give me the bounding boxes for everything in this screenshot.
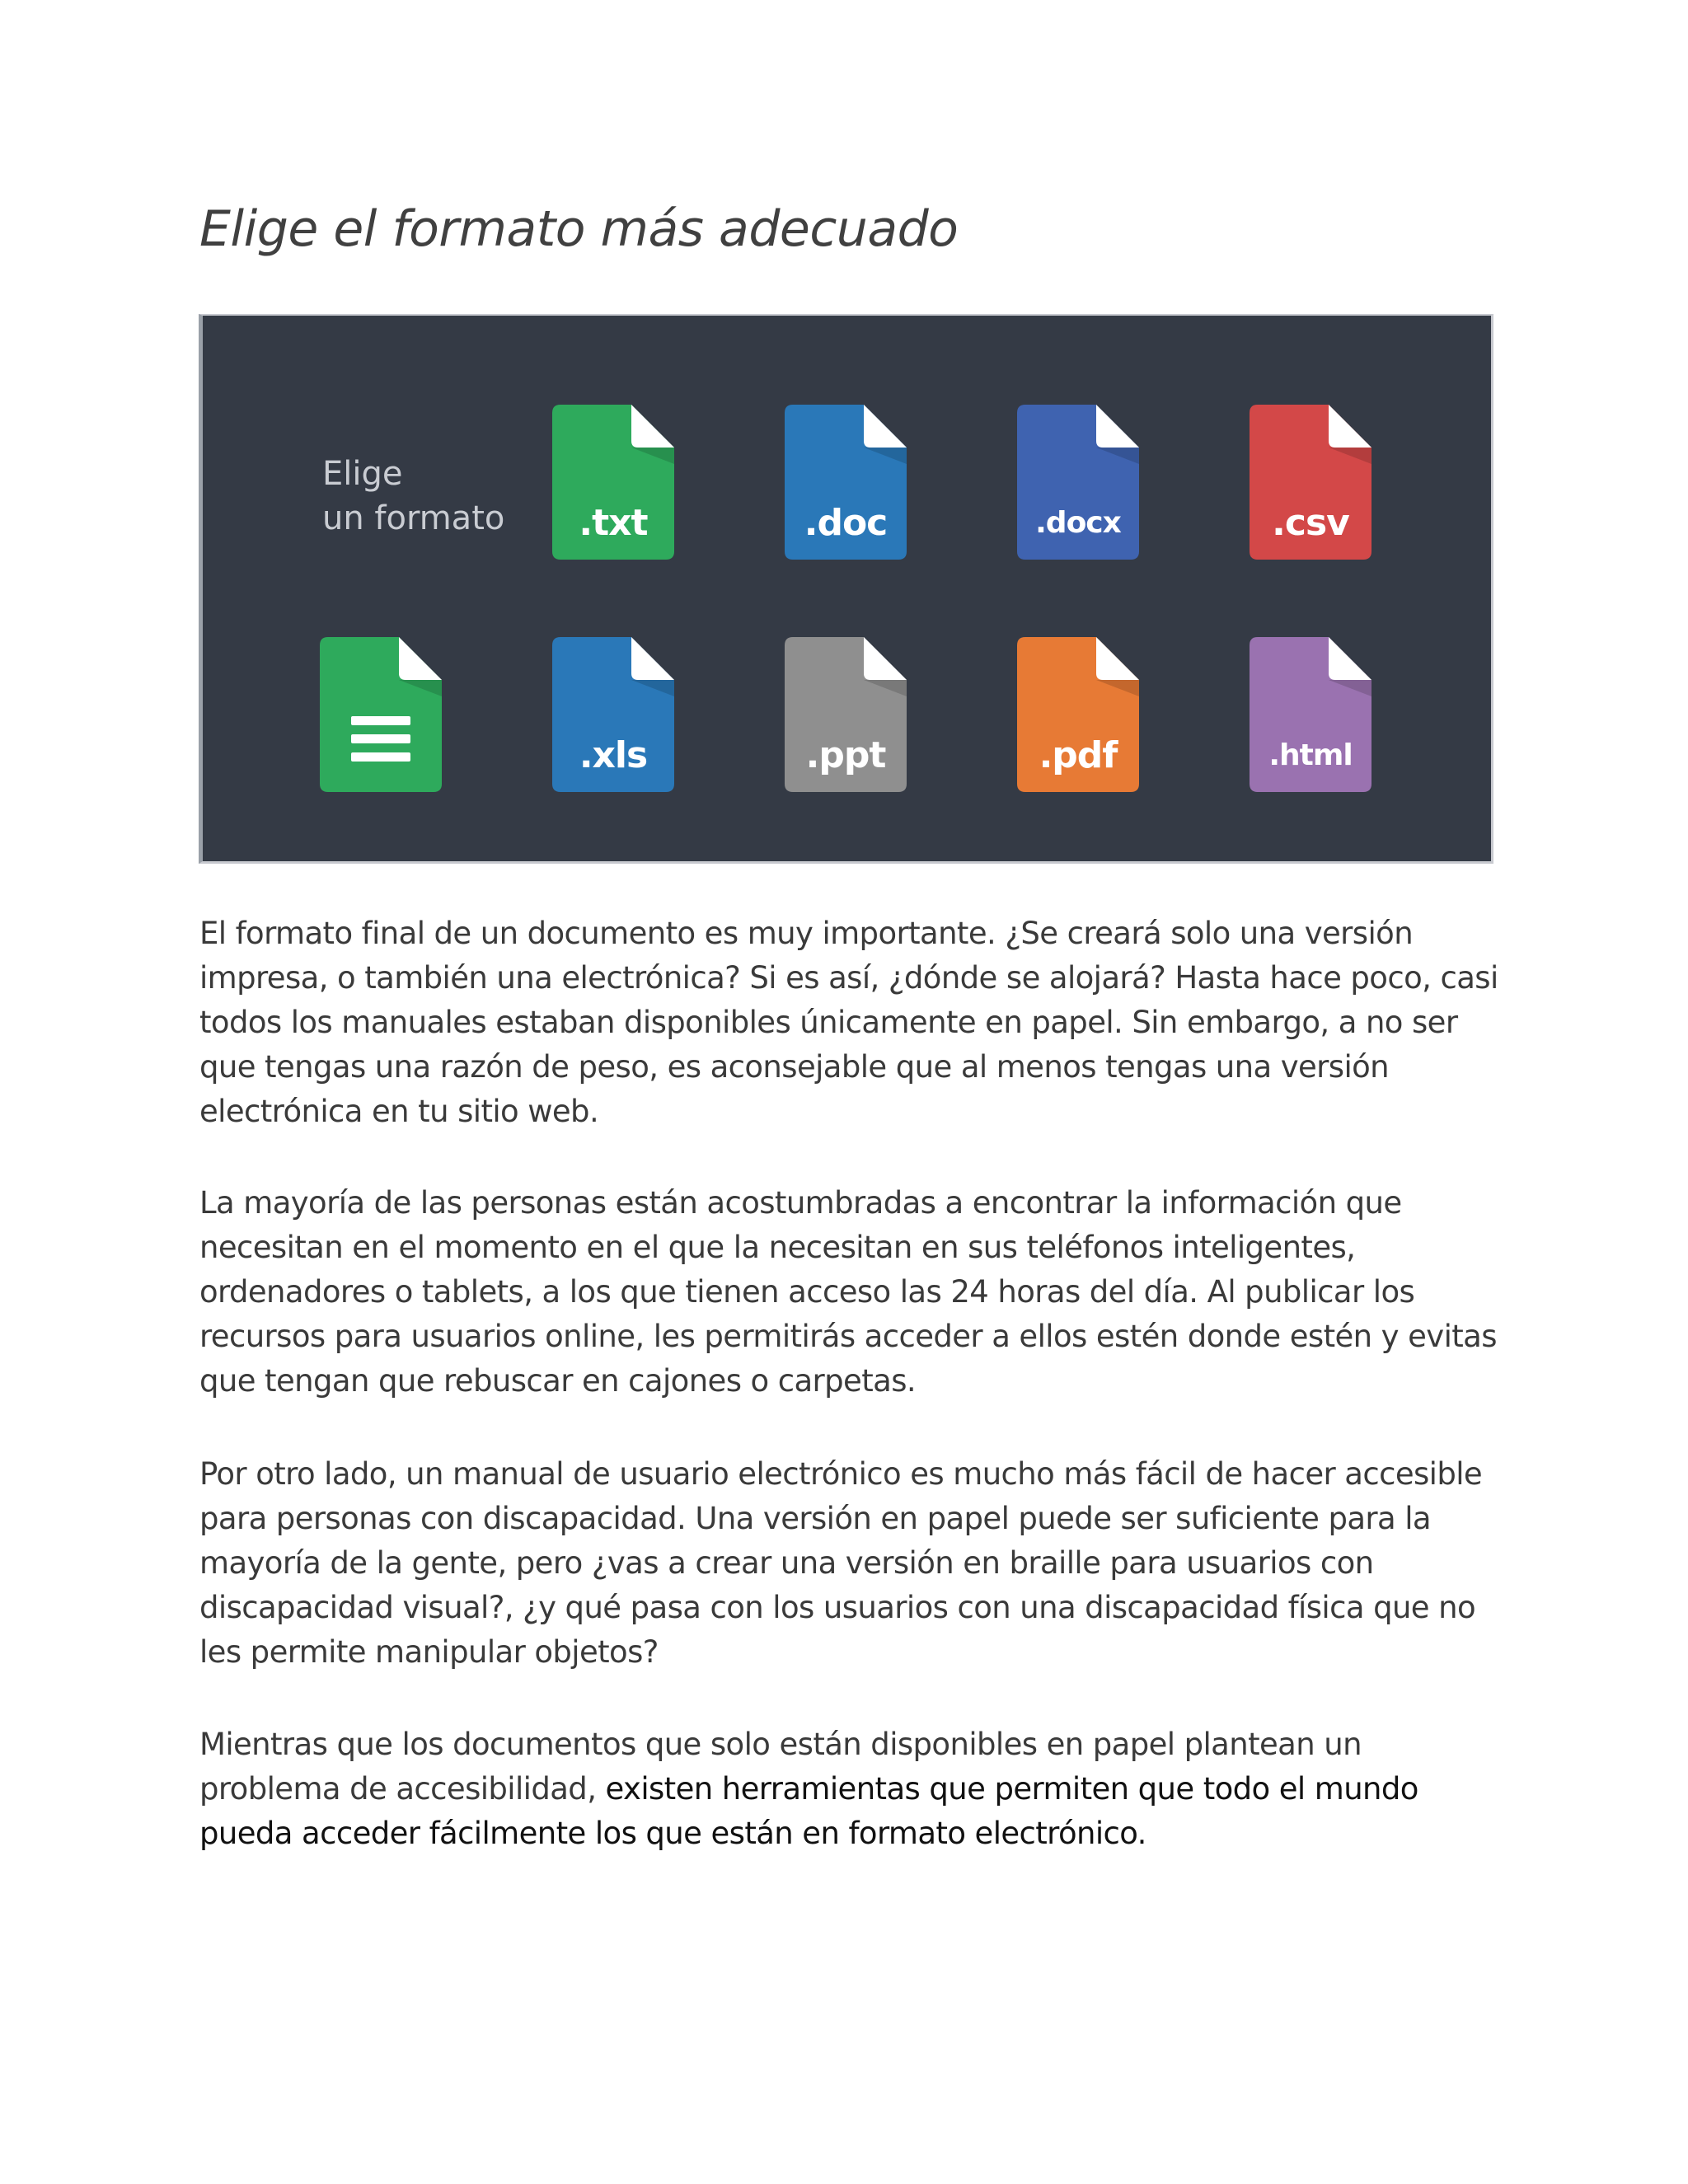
paragraph-tools xyxy=(199,1722,1510,1856)
hero-label-line-2: un formato xyxy=(322,499,505,537)
hero-label xyxy=(322,452,504,541)
paragraph-tools-part-1: Mientras que los documentos que solo están disponibles en papel plantean un problema de accesibilidad, xyxy=(199,1727,1362,1807)
pdf-file-icon xyxy=(1017,637,1139,792)
paragraph-online-access: La mayoría de las personas están acostumbradas a encontrar la información que necesitan en el momento en el que la necesitan en sus teléfonos inteligentes, ordenadores o tablets, a los que tienen acceso las 24 horas del día. Al publicar los recursos para usuarios online, les permitirás acceder a ellos estén donde estén y evitas que tengan que rebuscar en cajones o carpetas. xyxy=(199,1185,1497,1399)
file-ext-label: .html xyxy=(1268,738,1353,772)
file-ext-label: .ppt xyxy=(805,734,886,776)
doc-file-icon xyxy=(785,405,907,560)
hero-label-line-1: Elige xyxy=(322,455,403,493)
paragraph-tools-part-2: existen herramientas que permiten que todo el mundo pueda acceder fácilmente los que están en formato electrónico. xyxy=(199,1771,1418,1851)
file-ext-label: .pdf xyxy=(1039,734,1118,776)
html-file-icon xyxy=(1250,637,1372,792)
file-ext-label: .txt xyxy=(579,502,648,544)
docx-file-icon xyxy=(1017,405,1139,560)
paragraph-accessibility: Por otro lado, un manual de usuario electrónico es mucho más fácil de hacer accesible para personas con discapacidad. Una versión en papel puede ser suficiente para la mayoría de la gente, pero ¿vas a crear una versión en braille para usuarios con discapacidad visual?, ¿y qué pasa con los usuarios con una discapacidad física que no les permite manipular objetos? xyxy=(199,1456,1483,1670)
ppt-file-icon xyxy=(785,637,907,792)
file-ext-label: .docx xyxy=(1035,506,1121,540)
file-formats-image xyxy=(199,314,1493,864)
file-ext-label: .doc xyxy=(804,502,888,544)
xls-file-icon xyxy=(552,637,674,792)
google-docs-file-icon xyxy=(320,637,442,792)
file-ext-label: .csv xyxy=(1272,502,1349,544)
file-ext-label: .xls xyxy=(579,734,648,776)
paragraph-format-importance: El formato final de un documento es muy importante. ¿Se creará solo una versión impresa, o también una electrónica? Si es así, ¿dónde se alojará? Hasta hace poco, casi todos los manuales estaban disponibles únicamente en papel. Sin embargo, a no ser que tengas una razón de peso, es aconsejable que al menos tengas una versión electrónica en tu sitio web. xyxy=(199,916,1498,1129)
txt-file-icon xyxy=(552,405,674,560)
csv-file-icon xyxy=(1250,405,1372,560)
page-title: Elige el formato más adecuado xyxy=(199,200,959,258)
